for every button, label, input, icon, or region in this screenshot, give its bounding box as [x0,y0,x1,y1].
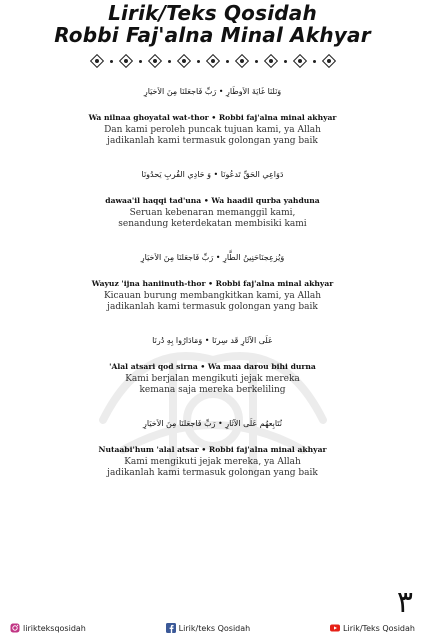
verse-meaning: Kami mengikuti jejak mereka, ya Allah [124,457,301,467]
verse-4 [0,323,425,396]
verse-transliteration: Wayuz 'ijna haniinuth-thor • Robbi faj'alna minal akhyar [91,279,334,288]
ornament-dot [139,60,142,63]
verse-meaning: Kicauan burung membangkitkan kami, ya Allah [103,291,322,301]
ornament-icon [148,54,162,68]
verse-2 [0,157,425,230]
verse-1 [0,74,425,147]
instagram-icon [10,623,20,633]
ornament-dot [313,60,316,63]
ornament-icon [264,54,278,68]
youtube-channel: Lirik/Teks Qosidah [343,623,415,633]
page-number: ٣ [396,585,413,620]
ornament-dot [226,60,229,63]
youtube-icon [330,623,340,633]
verse-transliteration: dawaa'il haqqi tad'una • Wa haadil qurba yahduna [105,196,320,205]
ornament-icon [119,54,133,68]
verse-meaning: Kami berjalan mengikuti jejak mereka [125,374,300,384]
page-title: Lirik/Teks Qosidah [108,1,317,25]
ornament-icon [322,54,336,68]
ornament-dot [255,60,258,63]
verse-meaning: jadikanlah kami termasuk golongan yang baik [107,468,318,478]
ornament-dot [168,60,171,63]
ornament-dot [284,60,287,63]
ornament-icon [293,54,307,68]
verse-transliteration: 'Alal atsari qod sirna • Wa maa darou bihi durna [109,362,316,371]
ornament-divider [0,54,425,68]
facebook-link[interactable] [166,623,251,633]
verse-meaning: Dan kami peroleh puncak tujuan kami, ya Allah [104,125,321,135]
youtube-link[interactable] [330,623,415,633]
verse-arabic: دَوَاعِي الحَقِّ تَدعُونَا • وَ حَادِي القُربِ يَحدُونَا [141,170,284,179]
instagram-handle: lirikteksqosidah [23,623,86,633]
verse-transliteration: Nutaabi'hum 'alal atsar • Robbi faj'alna minal akhyar [98,445,327,454]
social-footer [0,620,425,636]
ornament-icon [177,54,191,68]
instagram-link[interactable] [10,623,86,633]
ornament-icon [206,54,220,68]
verse-transliteration: Wa nilnaa ghoyatal wat-thor • Robbi faj'alna minal akhyar [88,113,337,122]
ornament-icon [90,54,104,68]
verse-meaning: kemana saja mereka berkeliling [139,385,286,395]
ornament-dot [110,60,113,63]
page-subtitle: Robbi Faj'alna Minal Akhyar [54,23,371,47]
page-header [0,0,425,46]
verse-arabic: نُتَابِعهُم عَلَى الآثَارِ • رَبِّ فَاجعَلنَا مِنَ الاَخيَارِ [143,419,282,428]
verse-meaning: Seruan kebenaran memanggil kami, [129,208,296,218]
verse-arabic: وَنَلنَا غَايَةَ الاَوطَارِ • رَبِّ فَاجعَلنَا مِنَ الاَخيَارِ [143,87,282,96]
verse-arabic: عَلَى الآثَارِ قَد سِرنَا • وَمَادَارُوا بِهِ دُرنَا [152,336,273,345]
verse-meaning: jadikanlah kami termasuk golongan yang baik [107,136,318,146]
ornament-dot [197,60,200,63]
facebook-page: Lirik/teks Qosidah [178,623,251,633]
verse-3 [0,240,425,313]
facebook-icon [166,623,176,633]
ornament-icon [235,54,249,68]
verse-meaning: jadikanlah kami termasuk golongan yang baik [107,302,318,312]
verse-5 [0,406,425,479]
verse-arabic: وَيُزعِجنَاحَنِينُ الطَّارِ • رَبِّ فَاجعَلنَا مِنَ الاَخيَارِ [140,253,285,262]
verse-meaning: senandung keterdekatan membisiki kami [118,219,307,229]
